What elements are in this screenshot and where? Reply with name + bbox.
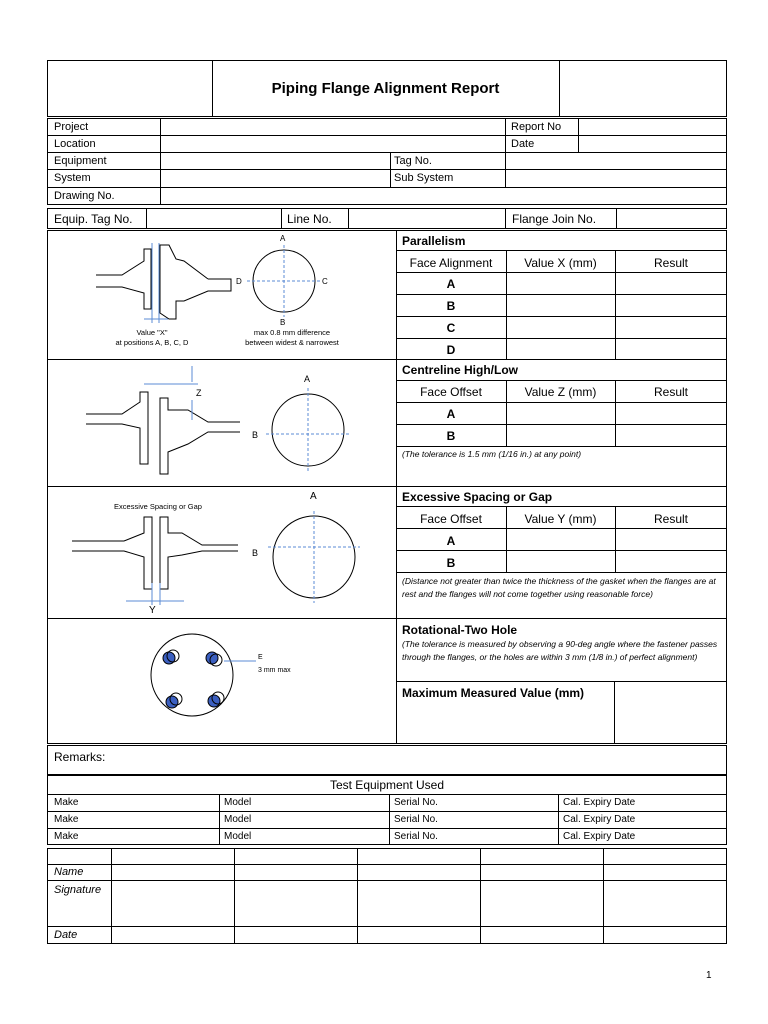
- rotational-title: Rotational-Two Hole: [402, 623, 518, 637]
- parallelism-col-result: Result: [653, 256, 688, 270]
- fig-label-excessive: Excessive Spacing or Gap: [114, 502, 202, 511]
- page-number: 1: [706, 970, 712, 981]
- fig-label-a: A: [304, 374, 311, 384]
- centreline-note: (The tolerance is 1.5 mm (1/16 in.) at any point): [402, 449, 582, 459]
- parallelism-col-value-x: Value X (mm): [524, 256, 597, 270]
- equip-make-3: Make: [54, 831, 79, 842]
- fig-caption-widest: between widest & narrowest: [245, 338, 339, 347]
- label-tag-no: Tag No.: [394, 155, 432, 167]
- equip-serial-3: Serial No.: [394, 831, 438, 842]
- remarks-label: Remarks:: [54, 750, 106, 764]
- spacing-note: (Distance not greater than twice the thickness of the gasket when the flanges are at rest and the flanges will not come together using reasonable force): [402, 576, 716, 599]
- label-report-no: Report No: [511, 121, 562, 133]
- fig-label-b: B: [252, 430, 259, 440]
- equip-model-1: Model: [224, 797, 252, 808]
- parallelism-diagram: [48, 231, 395, 358]
- equip-make-2: Make: [54, 814, 79, 825]
- centreline-col-value-z: Value Z (mm): [524, 385, 597, 399]
- spacing-row-a: A: [446, 534, 456, 548]
- signoff-table: [47, 848, 727, 944]
- label-equipment: Equipment: [54, 155, 107, 167]
- fig-label-y: Y: [149, 605, 156, 616]
- header-table: [47, 118, 727, 205]
- spacing-row-b: B: [446, 556, 456, 570]
- fig-label-d: D: [236, 277, 242, 286]
- label-flange-join-no: Flange Join No.: [512, 212, 597, 226]
- rotational-diagram: [48, 619, 395, 743]
- centreline-row-a: A: [446, 407, 456, 421]
- equip-model-3: Model: [224, 831, 252, 842]
- equip-model-2: Model: [224, 814, 252, 825]
- parallelism-row-c: C: [446, 321, 456, 335]
- rotational-note: (The tolerance is measured by observing a 90-deg angle where the fastener passes through the flanges, or the holes are within 3 mm (1/8 in.) of perfect alignment): [402, 639, 718, 662]
- spacing-diagram: [48, 487, 395, 617]
- label-line-no: Line No.: [287, 212, 332, 226]
- equip-cal-3: Cal. Expiry Date: [563, 831, 636, 842]
- fig-label-z: Z: [196, 388, 202, 398]
- fig-label-a: A: [310, 491, 317, 502]
- signoff-signature-label: Signature: [54, 884, 102, 896]
- signoff-date-label: Date: [54, 929, 78, 941]
- remarks-box[interactable]: [47, 745, 727, 775]
- parallelism-title: Parallelism: [402, 234, 466, 248]
- max-measured-label: Maximum Measured Value (mm): [402, 686, 585, 700]
- parallelism-row-d: D: [446, 343, 456, 357]
- equip-serial-2: Serial No.: [394, 814, 438, 825]
- label-equip-tag-no: Equip. Tag No.: [54, 212, 133, 226]
- label-sub-system: Sub System: [394, 172, 454, 184]
- fig-label-3mm-max: 3 mm max: [258, 667, 291, 674]
- label-system: System: [54, 172, 91, 184]
- label-date: Date: [511, 138, 535, 150]
- fig-label-e: E: [258, 654, 263, 661]
- page-title: Piping Flange Alignment Report: [271, 80, 500, 97]
- fig-label-b: B: [252, 548, 259, 558]
- equip-serial-1: Serial No.: [394, 797, 438, 808]
- fig-caption-value-x: Value "X": [136, 328, 168, 337]
- centreline-col-result: Result: [653, 385, 688, 399]
- fig-label-b: B: [280, 318, 286, 327]
- centreline-diagram: [48, 360, 395, 485]
- equip-cal-2: Cal. Expiry Date: [563, 814, 636, 825]
- signoff-name-label: Name: [54, 866, 84, 878]
- fig-label-c: C: [322, 277, 328, 286]
- parallelism-row-a: A: [446, 277, 456, 291]
- centreline-title: Centreline High/Low: [402, 363, 519, 377]
- label-drawing-no: Drawing No.: [54, 190, 115, 202]
- spacing-col-value-y: Value Y (mm): [524, 512, 597, 526]
- test-equipment-title: Test Equipment Used: [329, 778, 445, 792]
- label-project: Project: [54, 121, 89, 133]
- centreline-col-face-offset: Face Offset: [420, 385, 482, 399]
- equip-make-1: Make: [54, 797, 79, 808]
- centreline-row-b: B: [446, 429, 456, 443]
- spacing-title: Excessive Spacing or Gap: [402, 490, 553, 504]
- fig-label-a: A: [280, 234, 286, 243]
- spacing-col-result: Result: [653, 512, 688, 526]
- fig-caption-positions: at positions A, B, C, D: [115, 338, 189, 347]
- label-location: Location: [54, 138, 96, 150]
- spacing-col-face-offset: Face Offset: [420, 512, 482, 526]
- parallelism-col-face-alignment: Face Alignment: [409, 256, 493, 270]
- parallelism-row-b: B: [446, 299, 456, 313]
- equip-cal-1: Cal. Expiry Date: [563, 797, 636, 808]
- tag-row: [47, 208, 727, 229]
- fig-caption-max-diff: max 0.8 mm difference: [253, 328, 331, 337]
